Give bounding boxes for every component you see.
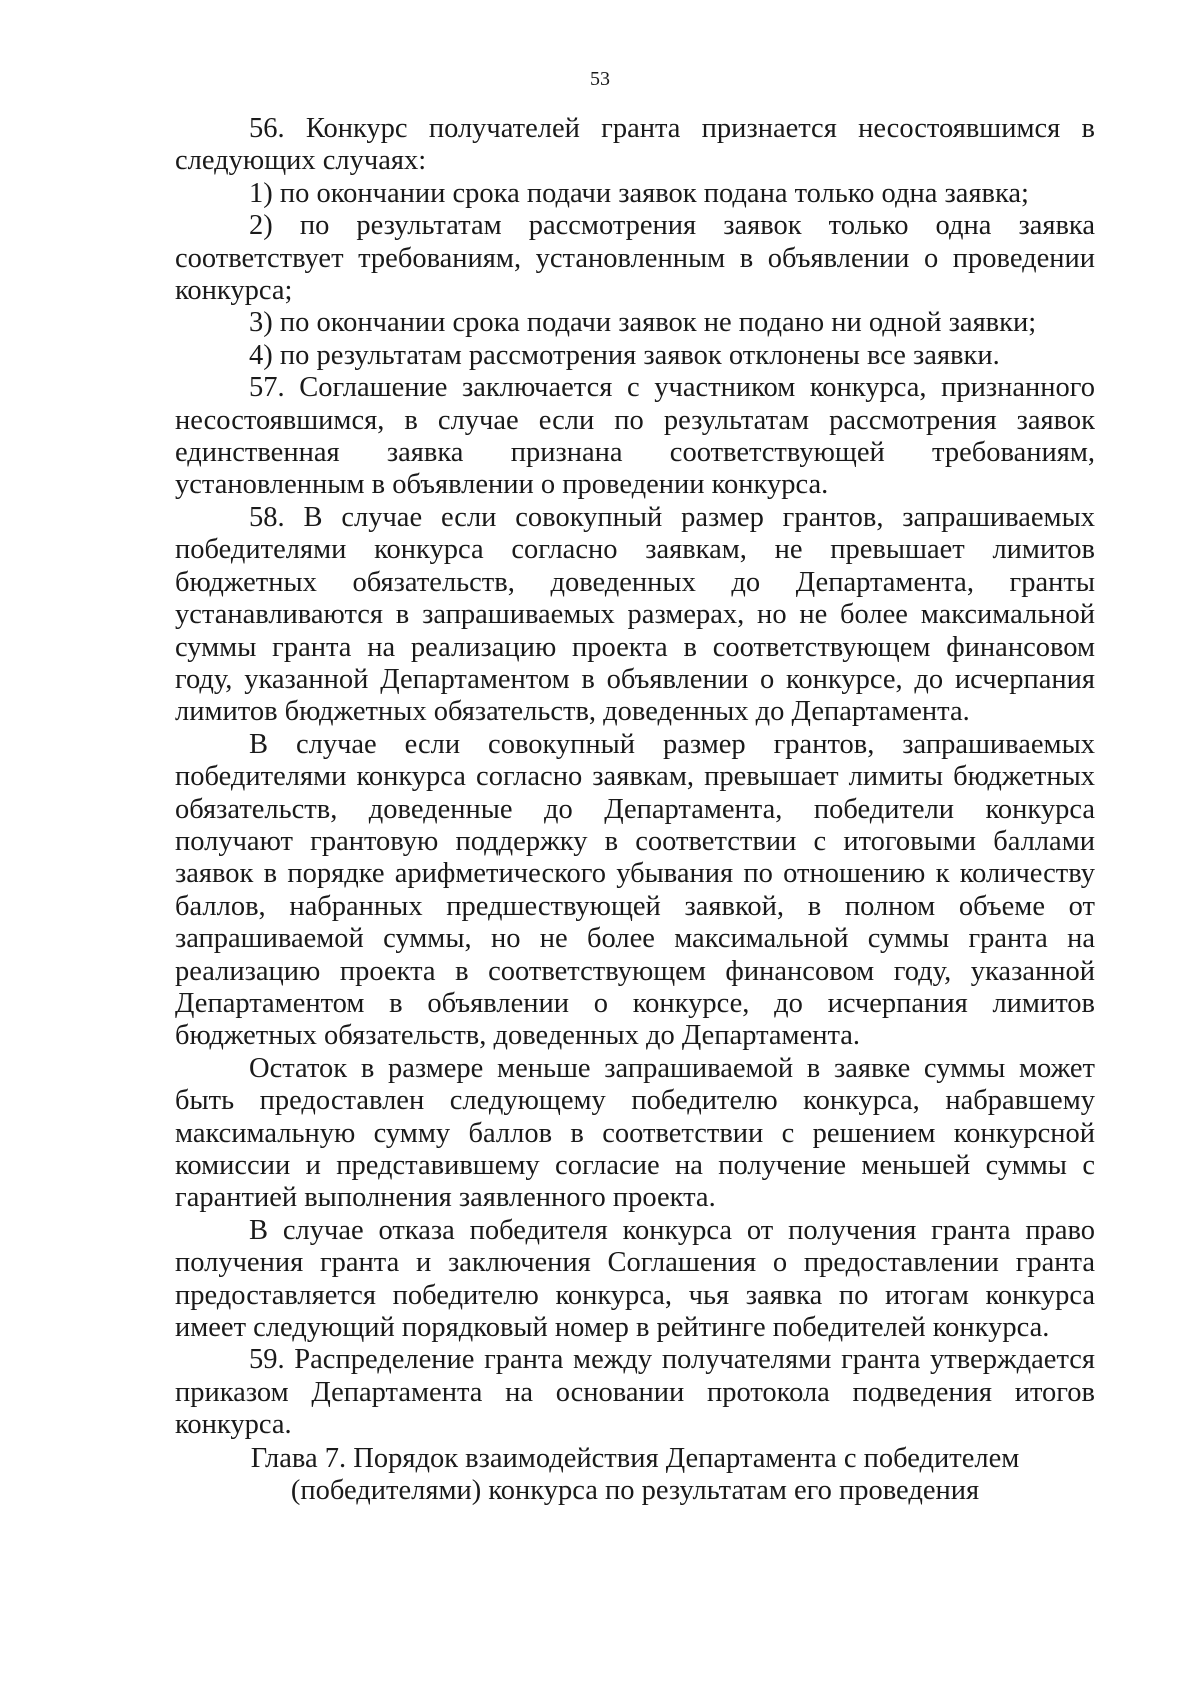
paragraph-58-part-2: В случае если совокупный размер грантов, запрашиваемых победителями конкурса согласно заявкам, превышает лимиты бюджетных обязательств, доведенные до Департамента, победители конкурса получают грантовую поддержку в соответствии с итоговыми баллами заявок в порядке арифметического убывания по отношению к количеству баллов, набранных предшествующей заявкой, в полном объеме от запрашиваемой суммы, но не более максимальной суммы гранта на реализацию проекта в соответствующем финансовом году, указанной Департаментом в объявлении о конкурсе, до исчерпания лимитов бюджетных обязательств, доведенных до Департамента. — [175, 728, 1095, 1052]
paragraph-58-part-4: В случае отказа победителя конкурса от получения гранта право получения гранта и заключения Соглашения о предоставлении гранта предоставляется победителю конкурса, чья заявка по итогам конкурса имеет следующий порядковый номер в рейтинге победителей конкурса. — [175, 1214, 1095, 1344]
paragraph-56-item-1: 1) по окончании срока подачи заявок подана только одна заявка; — [249, 177, 1029, 209]
document-body — [175, 113, 1095, 1442]
paragraph-58: 58. В случае если совокупный размер грантов, запрашиваемых победителями конкурса согласно заявкам, не превышает лимитов бюджетных обязательств, доведенных до Департамента, гранты устанавливаются в запрашиваемых размерах, но не более максимальной суммы гранта на реализацию проекта в соответствующем финансовом году, указанной Департаментом в объявлении о конкурсе, до исчерпания лимитов бюджетных обязательств, доведенных до Департамента. — [175, 501, 1095, 728]
paragraph-57: 57. Соглашение заключается с участником конкурса, признанного несостоявшимся, в случае если по результатам рассмотрения заявок единственная заявка признана соответствующей требованиям, установленным в объявлении о проведении конкурса. — [175, 372, 1095, 501]
page-number: 53 — [590, 68, 610, 90]
paragraph-56-item-3: 3) по окончании срока подачи заявок не подано ни одной заявки; — [249, 307, 1037, 339]
paragraph-58-part-3: Остаток в размере меньше запрашиваемой в заявке суммы может быть предоставлен следующему победителю конкурса, набравшему максимальную сумму баллов в соответствии с решением конкурсной комиссии и представившему согласие на получение меньшей суммы с гарантией выполнения заявленного проекта. — [175, 1052, 1095, 1214]
paragraph-56: 56. Конкурс получателей гранта признается несостоявшимся в следующих случаях: — [175, 113, 1095, 177]
paragraph-56-item-4: 4) по результатам рассмотрения заявок отклонены все заявки. — [249, 339, 1000, 371]
paragraph-56-item-2: 2) по результатам рассмотрения заявок только одна заявка соответствует требованиям, установленным в объявлении о проведении конкурса; — [175, 210, 1095, 307]
chapter-heading-line-2: (победителями) конкурса по результатам его проведения — [290, 1475, 980, 1507]
chapter-heading-line-1: Глава 7. Порядок взаимодействия Департамента с победителем — [250, 1443, 1020, 1474]
paragraph-59: 59. Распределение гранта между получателями гранта утверждается приказом Департамента на основании протокола подведения итогов конкурса. — [175, 1344, 1095, 1441]
chapter-heading — [175, 1443, 1095, 1508]
